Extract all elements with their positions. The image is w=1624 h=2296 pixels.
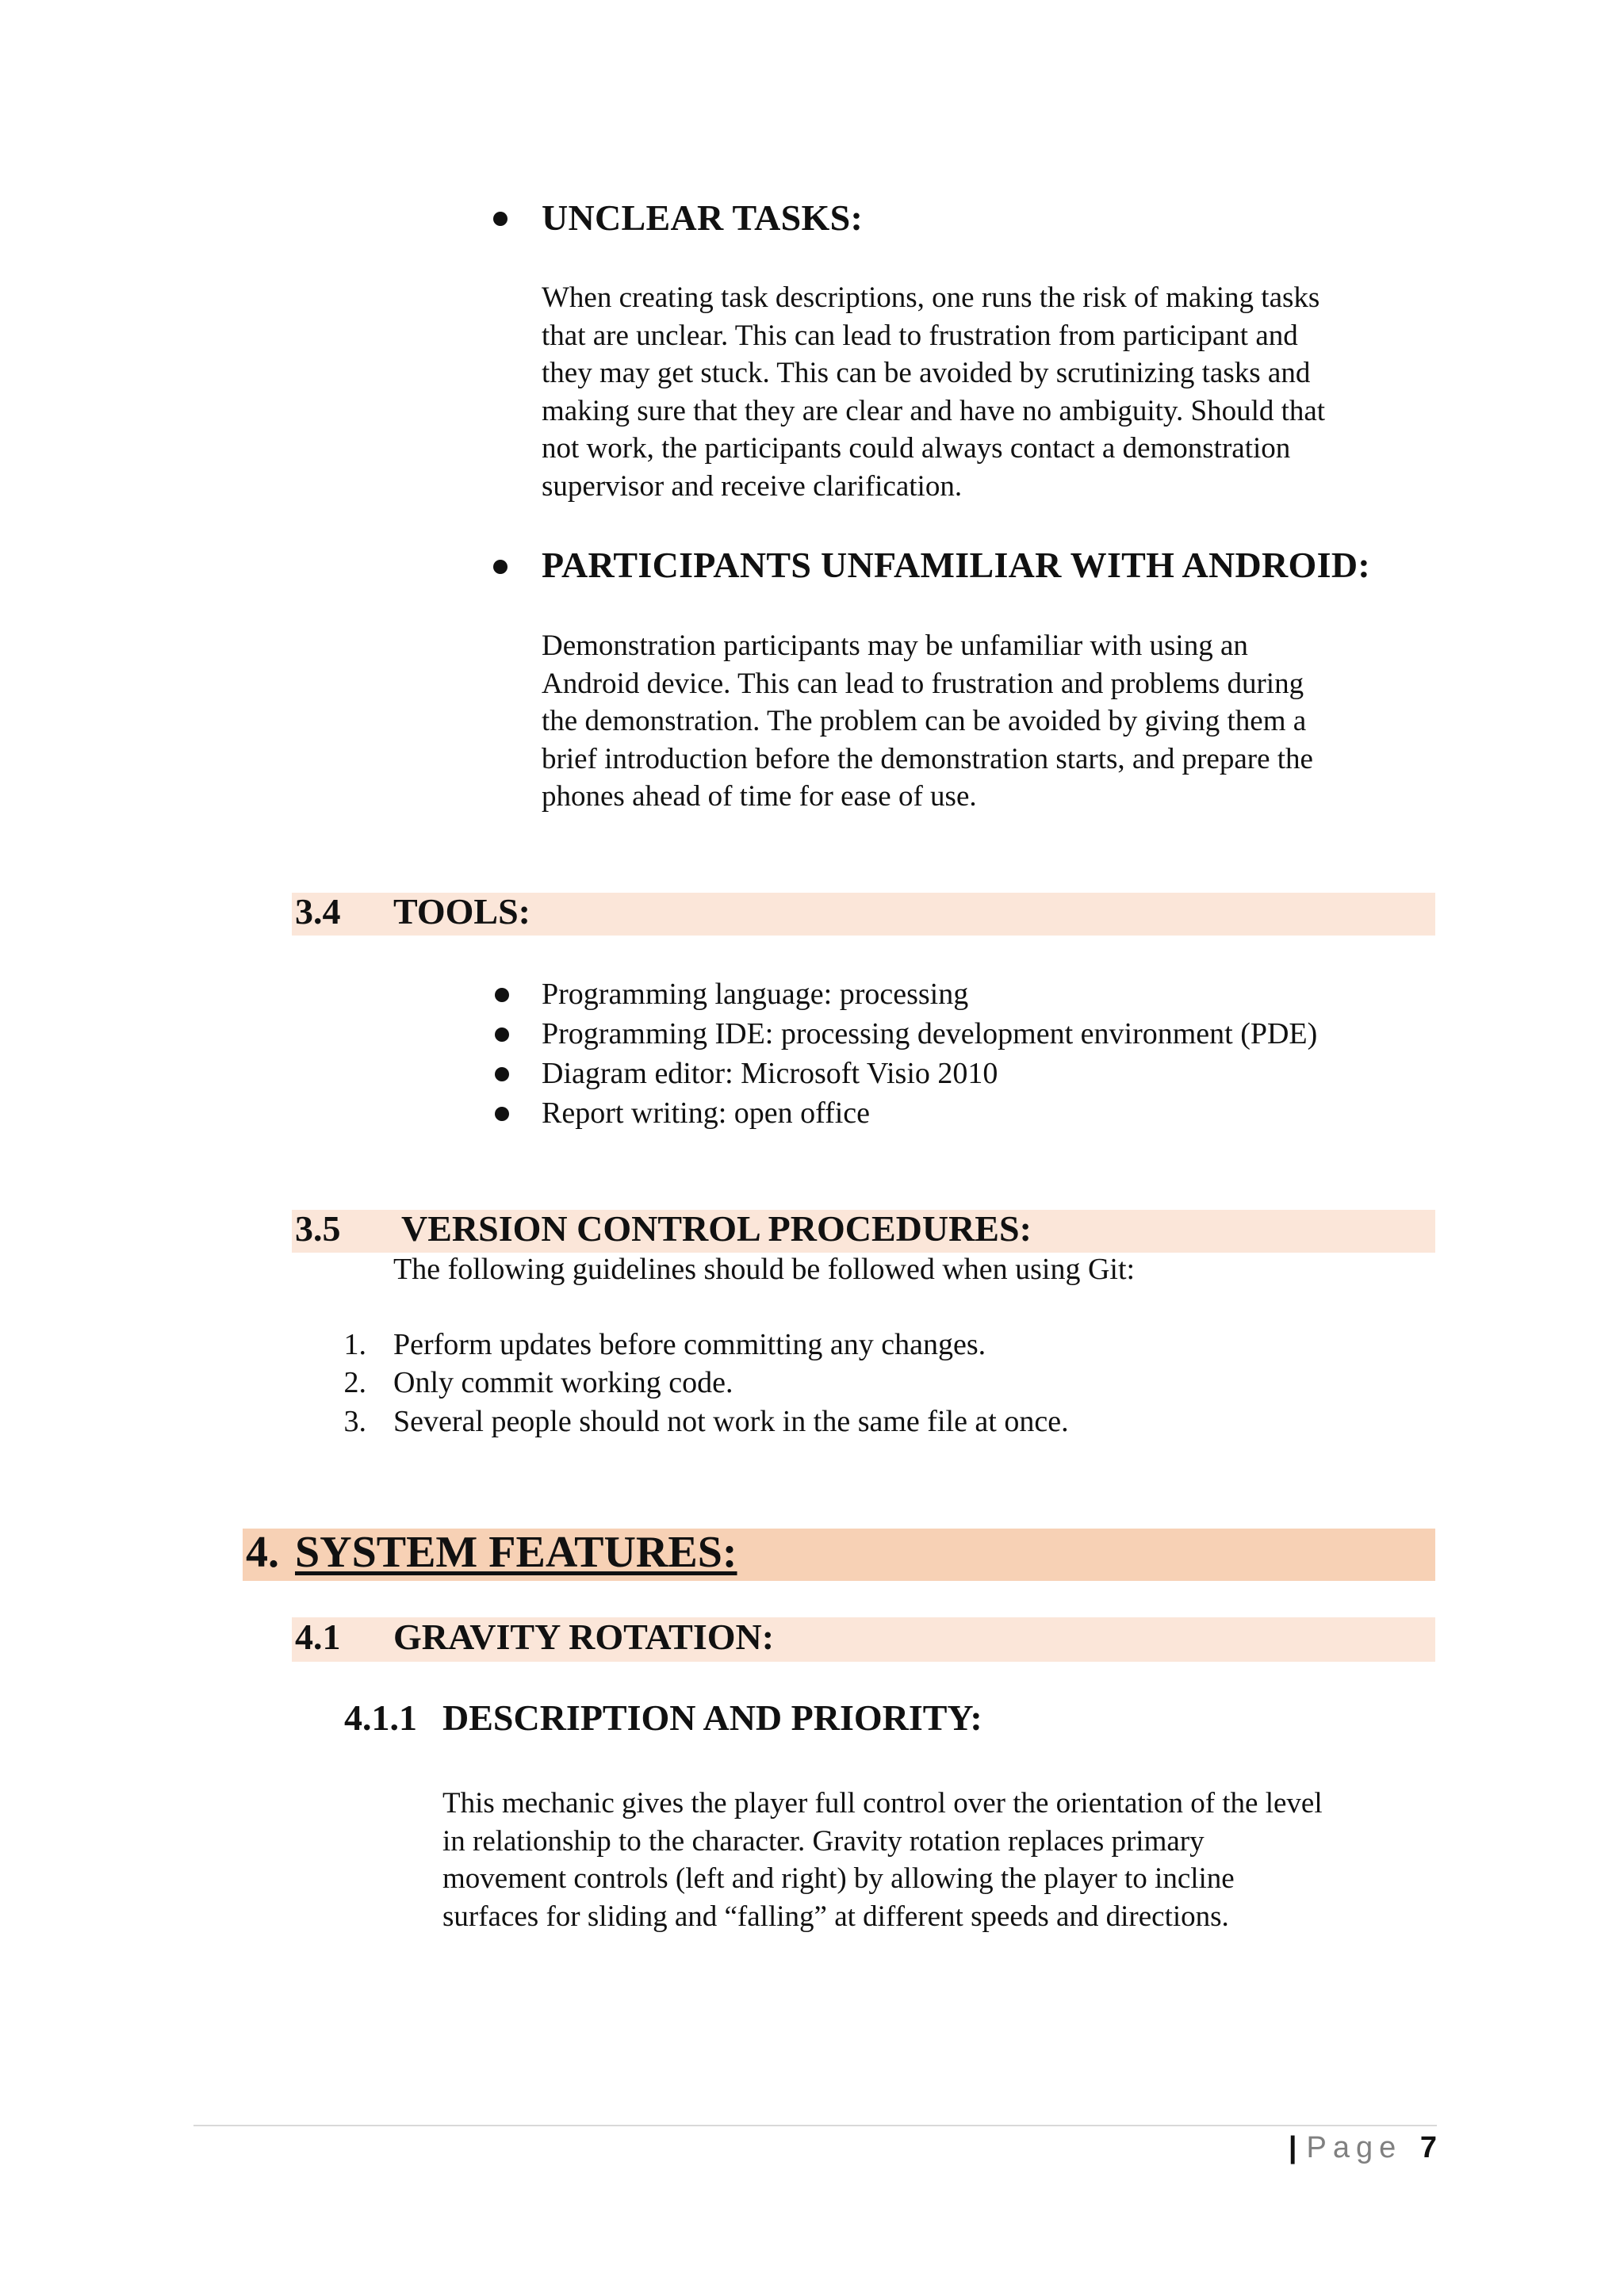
section-title-system-features: SYSTEM FEATURES: bbox=[295, 1528, 737, 1577]
description-paragraph bbox=[442, 1785, 1323, 1935]
bullet-icon bbox=[495, 1067, 509, 1081]
guideline-item: Perform updates before committing any changes. bbox=[393, 1328, 986, 1361]
risk-paragraph-unfamiliar-android bbox=[542, 627, 1313, 816]
section-title-tools: TOOLS: bbox=[393, 891, 530, 932]
paragraph-line: making sure that they are clear and have no ambiguity. Should that bbox=[542, 394, 1326, 427]
paragraph-line: supervisor and receive clarification. bbox=[542, 469, 963, 503]
paragraph-line: This mechanic gives the player full control over the orientation of the level bbox=[442, 1787, 1323, 1820]
list-number: 2. bbox=[343, 1366, 366, 1399]
risk-paragraph-unclear-tasks bbox=[542, 279, 1325, 505]
footer-divider bbox=[193, 2125, 1437, 2126]
section-title-gravity-rotation: GRAVITY ROTATION: bbox=[393, 1617, 775, 1657]
section-number-3-4: 3.4 bbox=[295, 891, 341, 932]
section-title-description-priority: DESCRIPTION AND PRIORITY: bbox=[442, 1697, 982, 1738]
tool-item: Report writing: open office bbox=[542, 1096, 871, 1130]
bullet-icon bbox=[495, 1107, 509, 1121]
list-number: 1. bbox=[343, 1328, 366, 1361]
paragraph-line: movement controls (left and right) by allowing the player to incline bbox=[442, 1862, 1235, 1895]
paragraph-line: surfaces for sliding and “falling” at different speeds and directions. bbox=[442, 1900, 1229, 1933]
tool-item: Programming IDE: processing development environment (PDE) bbox=[542, 1017, 1318, 1050]
paragraph-line: Demonstration participants may be unfamiliar with using an bbox=[542, 629, 1248, 662]
paragraph-line: brief introduction before the demonstration starts, and prepare the bbox=[542, 742, 1313, 775]
bullet-icon bbox=[493, 560, 508, 574]
paragraph-line: not work, the participants could always contact a demonstration bbox=[542, 432, 1291, 465]
section-title-version-control: VERSION CONTROL PROCEDURES: bbox=[401, 1208, 1032, 1249]
bullet-icon bbox=[495, 988, 509, 1002]
guideline-item: Only commit working code. bbox=[393, 1366, 733, 1399]
paragraph-line: they may get stuck. This can be avoided by scrutinizing tasks and bbox=[542, 357, 1311, 389]
section-number-4: 4. bbox=[246, 1528, 279, 1577]
risk-heading-unclear-tasks: UNCLEAR TASKS: bbox=[542, 197, 864, 238]
tool-item: Programming language: processing bbox=[542, 978, 969, 1011]
guideline-item: Several people should not work in the same file at once. bbox=[393, 1405, 1069, 1438]
paragraph-line: that are unclear. This can lead to frustration from participant and bbox=[542, 319, 1298, 352]
tool-item: Diagram editor: Microsoft Visio 2010 bbox=[542, 1057, 998, 1090]
paragraph-line: phones ahead of time for ease of use. bbox=[542, 780, 977, 813]
page-number: 7 bbox=[1419, 2131, 1437, 2164]
list-number: 3. bbox=[343, 1405, 366, 1438]
bullet-icon bbox=[495, 1027, 509, 1042]
footer-page-word: Page bbox=[1306, 2131, 1403, 2164]
version-control-intro: The following guidelines should be followed when using Git: bbox=[393, 1253, 1136, 1286]
paragraph-line: the demonstration. The problem can be avoided by giving them a bbox=[542, 705, 1307, 737]
footer-bar: | bbox=[1288, 2131, 1297, 2164]
section-number-4-1: 4.1 bbox=[295, 1617, 341, 1657]
page-footer bbox=[1289, 2131, 1437, 2165]
section-number-4-1-1: 4.1.1 bbox=[344, 1697, 417, 1738]
paragraph-line: When creating task descriptions, one runs the risk of making tasks bbox=[542, 281, 1320, 314]
risk-heading-unfamiliar-android: PARTICIPANTS UNFAMILIAR WITH ANDROID: bbox=[542, 545, 1370, 585]
paragraph-line: in relationship to the character. Gravity rotation replaces primary bbox=[442, 1824, 1205, 1858]
section-number-3-5: 3.5 bbox=[295, 1208, 341, 1249]
bullet-icon bbox=[493, 212, 508, 226]
paragraph-line: Android device. This can lead to frustration and problems during bbox=[542, 667, 1304, 700]
